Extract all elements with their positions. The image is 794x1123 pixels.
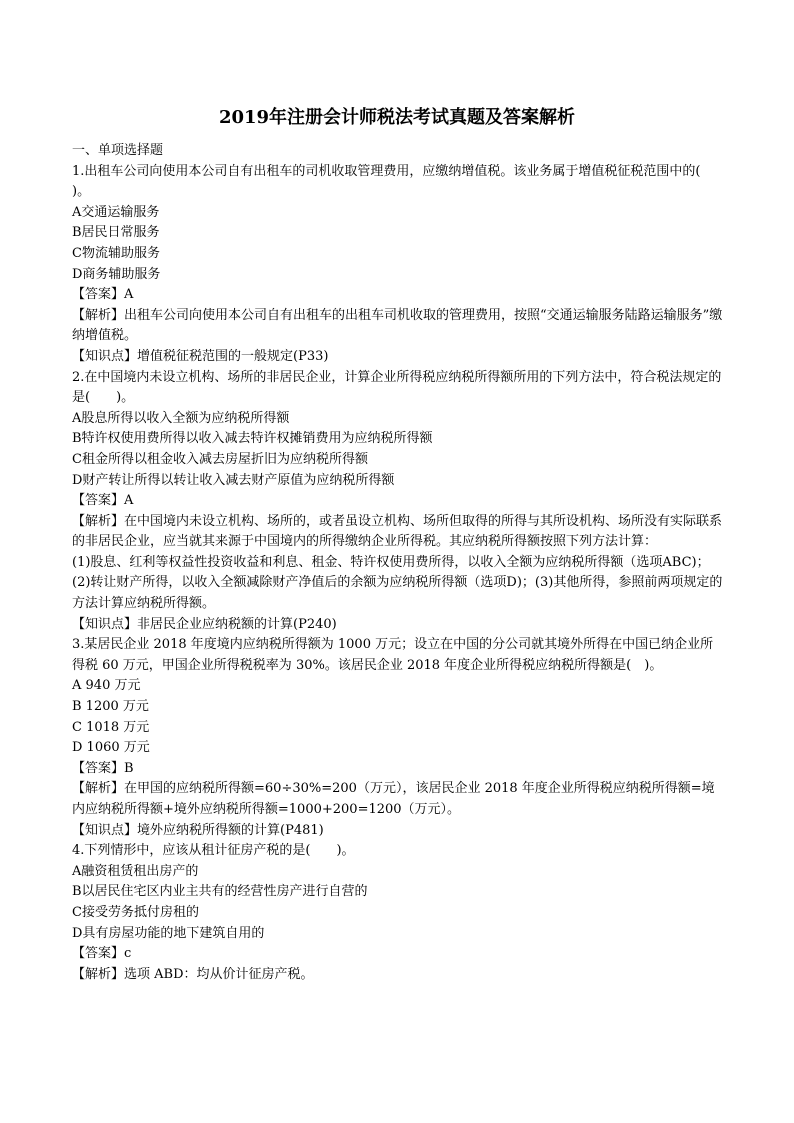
answer-value: A — [124, 287, 134, 303]
knowledge-text: 境外应纳税所得额的计算(P481) — [137, 822, 324, 838]
option-b: B居民日常服务 — [72, 225, 160, 241]
answer-value: c — [124, 946, 132, 962]
option-a: A股息所得以收入全额为应纳税所得额 — [72, 410, 290, 426]
option-b: B 1200 万元 — [72, 699, 149, 715]
analysis-tag: 【解析】 — [72, 307, 125, 323]
option-d: D 1060 万元 — [72, 740, 150, 756]
knowledge-text: 非居民企业应纳税额的计算(P240) — [137, 616, 337, 632]
answer-tag: 【答案】 — [72, 946, 125, 962]
question-stem: 1.出租车公司向使用本公司自有出租车的司机收取管理费用，应缴纳增值税。该业务属于增值税征税范围中的( )。 — [72, 163, 727, 200]
analysis-line — [72, 779, 724, 820]
document-body — [72, 141, 727, 985]
analysis-tag: 【解析】 — [72, 966, 125, 982]
analysis-text: 选项 ABD：均从价计征房产税。 — [124, 966, 314, 982]
answer-value: A — [124, 493, 134, 509]
question-stem: 2.在中国境内未设立机构、场所的非居民企业，计算企业所得税应纳税所得额所用的下列方法中，符合税法规定的是( )。 — [72, 369, 722, 406]
knowledge-tag: 【知识点】 — [72, 616, 138, 632]
knowledge-line — [72, 615, 724, 636]
knowledge-tag: 【知识点】 — [72, 822, 138, 838]
answer-tag: 【答案】 — [72, 493, 125, 509]
analysis-tag: 【解析】 — [72, 781, 125, 797]
option-b: B以居民住宅区内业主共有的经营性房产进行自营的 — [72, 884, 368, 900]
option-c: C接受劳务抵付房租的 — [72, 904, 199, 920]
option-d: D财产转让所得以转让收入减去财产原值为应纳税所得额 — [72, 472, 395, 488]
knowledge-line — [72, 821, 724, 842]
document-title: 2019年注册会计师税法考试真题及答案解析 — [218, 107, 576, 128]
option-b: B特许权使用费所得以收入减去特许权摊销费用为应纳税所得额 — [72, 431, 433, 447]
option-d: D商务辅助服务 — [72, 266, 161, 282]
analysis-text: 在甲国的应纳税所得额=60÷30%=200（万元），该居民企业 2018 年度企业所得税应纳税所得额=境内应纳税所得额+境外应纳税所得额=1000+200=1200（万元）。 — [72, 781, 715, 817]
knowledge-text: 增值税征税范围的一般规定(P33) — [137, 348, 329, 364]
answer-tag: 【答案】 — [72, 287, 125, 303]
question-stem: 4.下列情形中，应该从租计征房产税的是( )。 — [72, 843, 355, 859]
knowledge-line — [72, 347, 724, 368]
analysis-line — [72, 512, 724, 553]
analysis-extra: (1)股息、红利等权益性投资收益和利息、租金、特许权使用费所得，以收入全额为应纳税所得额（选项ABC)；(2)转让财产所得，以收入全额减除财产净值后的余额为应纳税所得额（选项D)；(3)其他所得，参照前两项规定的方法计算应纳税所得额。 — [72, 554, 723, 612]
option-a: A交通运输服务 — [72, 204, 160, 220]
knowledge-tag: 【知识点】 — [72, 348, 138, 364]
option-a: A 940 万元 — [72, 678, 141, 694]
answer-line — [72, 944, 724, 965]
analysis-text: 在中国境内未设立机构、场所的，或者虽设立机构、场所但取得的所得与其所设机构、场所没有实际联系的非居民企业，应当就其来源于中国境内的所得缴纳企业所得税。其应纳税所得额按照下列方法计算： — [72, 513, 723, 550]
answer-value: B — [124, 760, 134, 776]
option-c: C物流辅助服务 — [72, 245, 160, 261]
analysis-text: 出租车公司向使用本公司自有出租车的出租车司机收取的管理费用，按照“交通运输服务陆路运输服务”缴纳增值税。 — [72, 307, 723, 344]
section-heading: 一、单项选择题 — [72, 143, 164, 158]
answer-tag: 【答案】 — [72, 760, 125, 776]
option-d: D具有房屋功能的地下建筑自用的 — [72, 925, 265, 941]
answer-line — [72, 491, 724, 512]
analysis-tag: 【解析】 — [72, 513, 125, 529]
option-c: C租金所得以租金收入减去房屋折旧为应纳税所得额 — [72, 451, 368, 467]
analysis-line — [72, 965, 724, 986]
option-c: C 1018 万元 — [72, 719, 150, 735]
question-stem: 3.某居民企业 2018 年度境内应纳税所得额为 1000 万元；设立在中国的分公司就其境外所得在中国已纳企业所得税 60 万元，甲国企业所得税税率为 30%。该居民企业 2018 年度企业所得税应纳税所得额是( )。 — [72, 637, 714, 673]
option-a: A融资租赁租出房产的 — [72, 863, 199, 879]
analysis-line — [72, 306, 724, 347]
answer-line — [72, 759, 724, 780]
answer-line — [72, 285, 724, 306]
